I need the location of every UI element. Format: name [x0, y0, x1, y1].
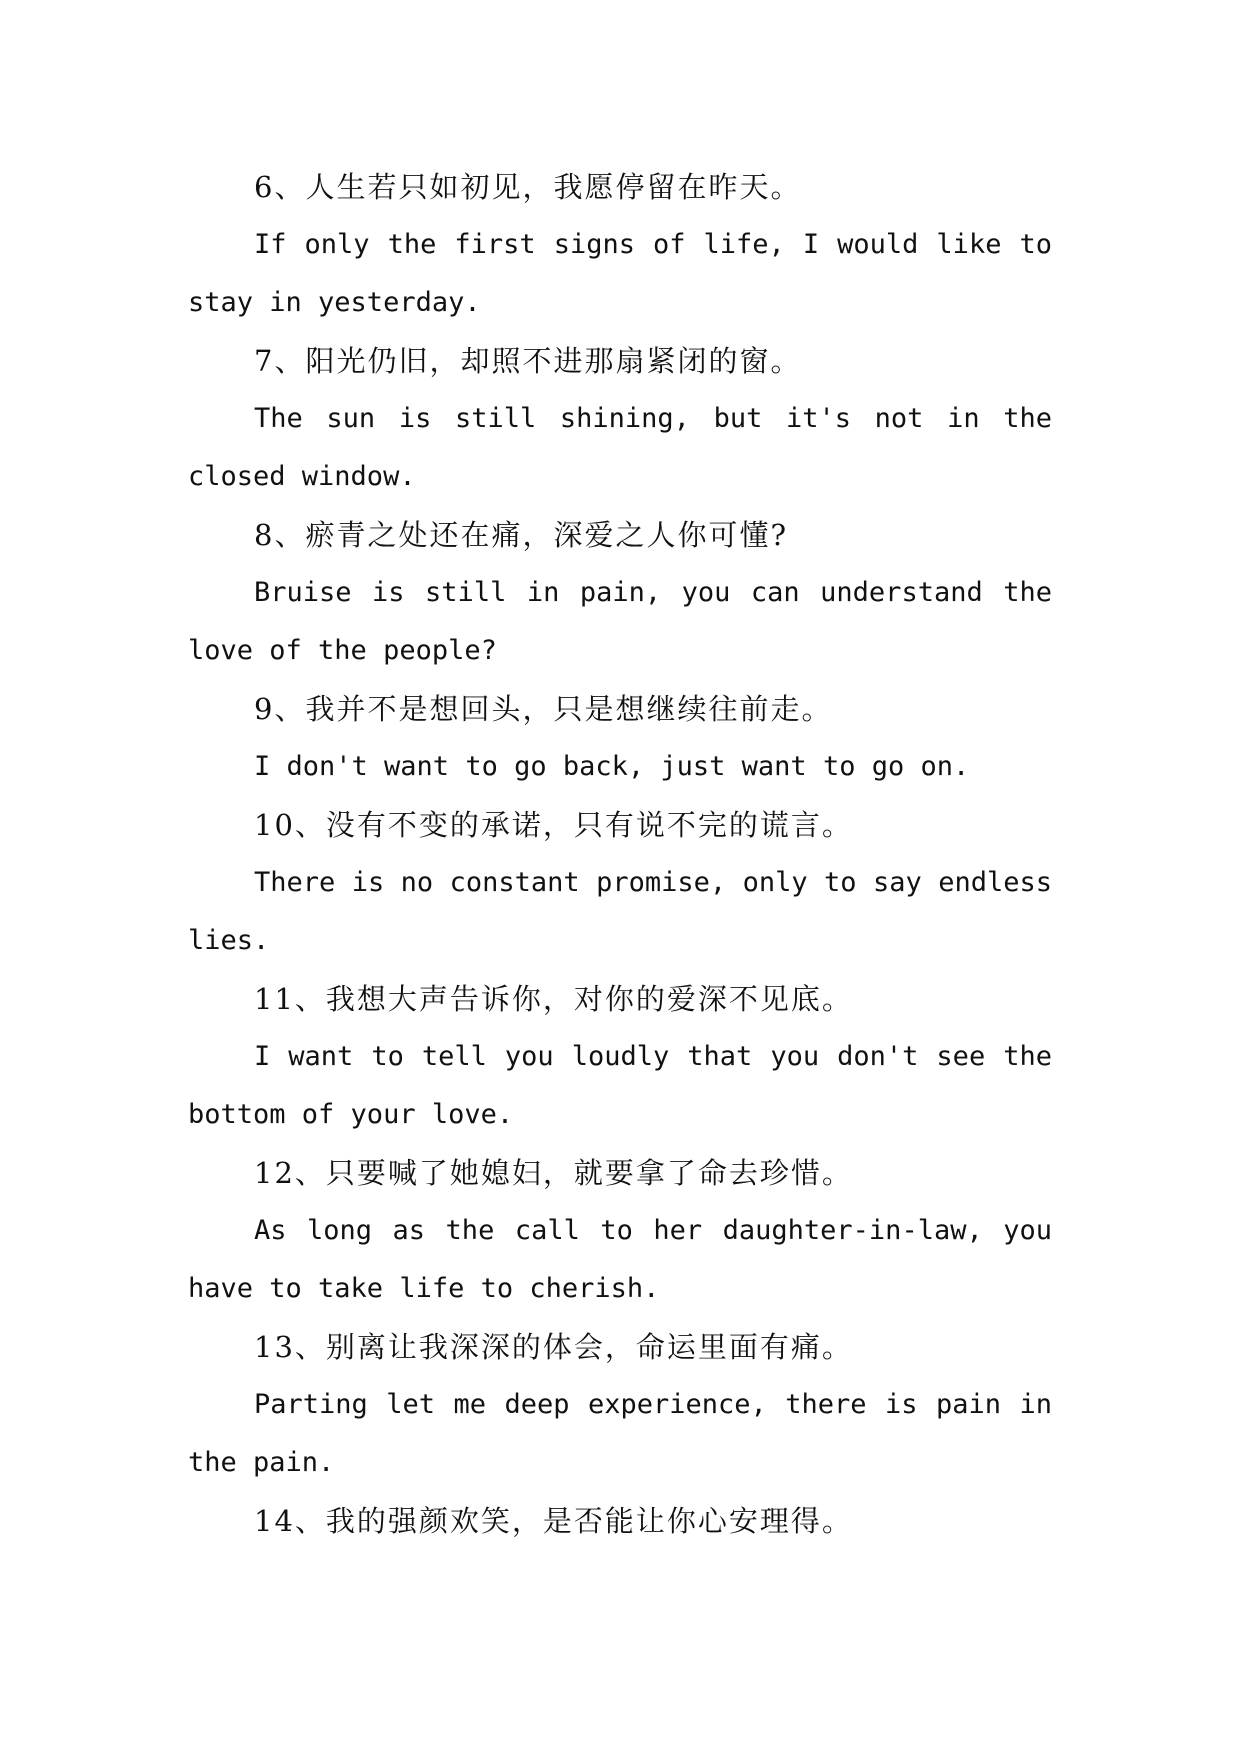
chinese-quote: 8、瘀青之处还在痛，深爱之人你可懂? — [254, 518, 788, 552]
quote-entry-7 — [188, 332, 1052, 506]
english-translation: I don't want to go back, just want to go on. — [254, 751, 970, 782]
english-translation: The sun is still shining, but it's not in the closed window. — [188, 403, 1052, 492]
english-translation: If only the first signs of life, I would like to stay in yesterday. — [188, 229, 1052, 318]
english-translation: Bruise is still in pain, you can understand the love of the people? — [188, 577, 1052, 666]
english-translation: I want to tell you loudly that you don't see the bottom of your love. — [188, 1041, 1052, 1130]
chinese-quote: 11、我想大声告诉你，对你的爱深不见底。 — [254, 982, 853, 1016]
quote-entry-14 — [188, 1492, 1052, 1550]
quote-entry-11 — [188, 970, 1052, 1144]
english-translation: Parting let me deep experience, there is pain in the pain. — [188, 1389, 1052, 1478]
chinese-quote: 13、别离让我深深的体会，命运里面有痛。 — [254, 1330, 853, 1364]
quote-entry-8 — [188, 506, 1052, 680]
quote-entry-6 — [188, 158, 1052, 332]
chinese-quote: 10、没有不变的承诺，只有说不完的谎言。 — [254, 808, 853, 842]
english-translation: As long as the call to her daughter-in-law, you have to take life to cherish. — [188, 1215, 1052, 1304]
quote-entry-9 — [188, 680, 1052, 796]
chinese-quote: 12、只要喊了她媳妇，就要拿了命去珍惜。 — [254, 1156, 853, 1190]
quote-entry-13 — [188, 1318, 1052, 1492]
chinese-quote: 14、我的强颜欢笑，是否能让你心安理得。 — [254, 1504, 853, 1538]
chinese-quote: 9、我并不是想回头，只是想继续往前走。 — [254, 692, 833, 726]
document-page — [188, 158, 1052, 1550]
english-translation: There is no constant promise, only to say endless lies. — [188, 867, 1052, 956]
chinese-quote: 6、人生若只如初见，我愿停留在昨天。 — [254, 170, 802, 204]
quote-entry-12 — [188, 1144, 1052, 1318]
quote-entry-10 — [188, 796, 1052, 970]
chinese-quote: 7、阳光仍旧，却照不进那扇紧闭的窗。 — [254, 344, 802, 378]
